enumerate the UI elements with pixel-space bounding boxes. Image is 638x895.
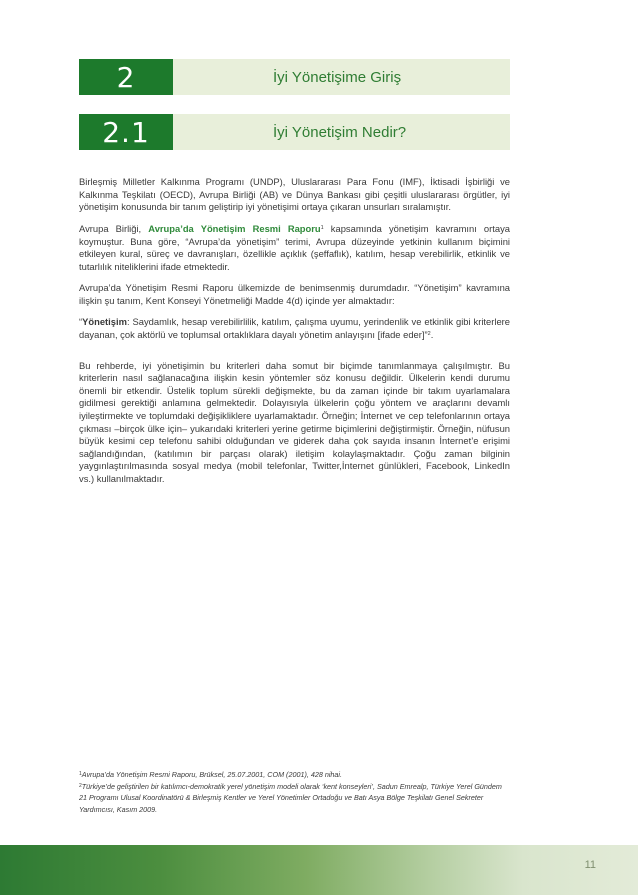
page-number: 11 (584, 859, 596, 871)
footnote-2-text: Türkiye’de geliştirilen bir katılımcı-demokratik yerel yönetişim modeli olarak ‘kent konseyleri’, Sadun Emrealp, Türkiye Yerel Gündem 21 Programı Ulusal Koordinatörü & Birleşmiş Kentler ve Yerel Yönetimler Ortadoğu ve Batı Asya Bölge Teşkilatı Genel Sekreter Yardımcısı, Kasım 2009. (79, 781, 502, 814)
chapter-title: İyi Yönetişime Giriş (173, 59, 510, 95)
definition-text: : Saydamlık, hesap verebilirlilik, katılım, çalışma uyumu, yerindenlik ve etkinlik gibi kriterlere dayanan, çok aktörlü ve toplumsal ortaklıklara dayalı yönetim anlayışını [ifade eder]” (79, 315, 510, 341)
paragraph-1: Birleşmiş Milletler Kalkınma Programı (UNDP), Uluslararası Para Fonu (IMF), İktisadi İşbirliği ve Kalkınma Teşkilatı (OECD), Avrupa Birliği (AB) ve Dünya Bankası gibi çeşitli uluslararası örgütler, iyi yönetişim konusunda bir tanım geliştirip iyi yönetişimi ortaya çıkaran unsurları sıralamıştır. (79, 176, 510, 213)
footnote-2 (79, 781, 510, 816)
footnote-ref-2[interactable]: 2 (427, 331, 431, 338)
p2-intro: Avrupa Birliği, (79, 223, 149, 235)
section-number: 2.1 (79, 114, 173, 150)
paragraph-3: Avrupa’da Yönetişim Resmi Raporu ülkemizde de benimsenmiş durumdadır. “Yönetişim” kavramına ilişkin şu tanım, Kent Konseyi Yönetmeliği Madde 4(d) içinde yer almaktadır: (79, 281, 510, 306)
p2-body: kapsamında yönetişim kavramını ortaya koymuştur. Buna göre, “Avrupa’da yönetişim” terimi, Avrupa düzeyinde yetkinin kullanım biçimini etkileyen kural, süreç ve davranışları, özellikle açıklık (şeffaflık), katılım, hesap verebilirlik, etkinlik ve tutarlılık niteliklerini ifade etmektedir. (79, 223, 510, 272)
footnote-ref-1[interactable]: 1 (320, 225, 324, 232)
quote-open: “ (79, 315, 83, 327)
term-governance: Yönetişim (82, 315, 127, 327)
chapter-heading (79, 59, 510, 95)
paragraph-5: Bu rehberde, iyi yönetişimin bu kriterleri daha somut bir biçimde tanımlanmaya çalışılmıştır. Bu kriterlerin nasıl sağlanacağına ilişkin kesin yöntemler söz konusu değildir. Ülkelerin kendi durumu önemli bir etkendir. Üstelik toplum sürekli değişmekte, bu da zaman içinde bir takım uyarlamalara gidilmesi gerektiği anlamına gelmektedir. Dolayısıyla ülkelerin çoğu yöntem ve araçlarını devamlı iyileştirmekte ve toplumdaki değişikliklere uyarlamaktadır. Örneğin; İnternet ve cep telefonlarının ortaya çıkması –birçok ülke için– yukarıdaki kriterleri yerine getirme biçimlerini değiştirmiştir. Örneğin, nüfusun büyük kesimi cep telefonu sahibi olduğundan ve giderek daha çok sayıda insanın İnternet’e erişimi sağlandığından, (katılımın bir parçası olarak) iletişim kolaylaşmaktadır. Çoğu zaman bilginin yaygınlaştırılmasında sosyal medya (mobil telefonlar, Twitter,İnternet günlükleri, Facebook, LinkedIn vs.) kullanılmaktadır. (79, 359, 510, 485)
report-link[interactable]: Avrupa’da Yönetişim Resmi Raporu (148, 223, 321, 235)
footnotes (79, 769, 510, 815)
paragraph-2 (79, 222, 510, 273)
paragraph-4-quote (79, 316, 510, 342)
footnote-1-text: Avrupa’da Yönetişim Resmi Raporu, Brüksel, 25.07.2001, COM (2001), 428 nihai. (81, 770, 343, 779)
footnote-1-marker: 1 (79, 771, 82, 777)
definition-end: . (430, 329, 434, 341)
section-title: İyi Yönetişim Nedir? (173, 114, 510, 150)
section-heading (79, 114, 510, 150)
footnote-1 (79, 769, 510, 781)
footer-band (0, 845, 638, 895)
footnote-2-marker: 2 (79, 782, 82, 789)
chapter-number: 2 (79, 59, 173, 95)
body-text (79, 176, 510, 494)
